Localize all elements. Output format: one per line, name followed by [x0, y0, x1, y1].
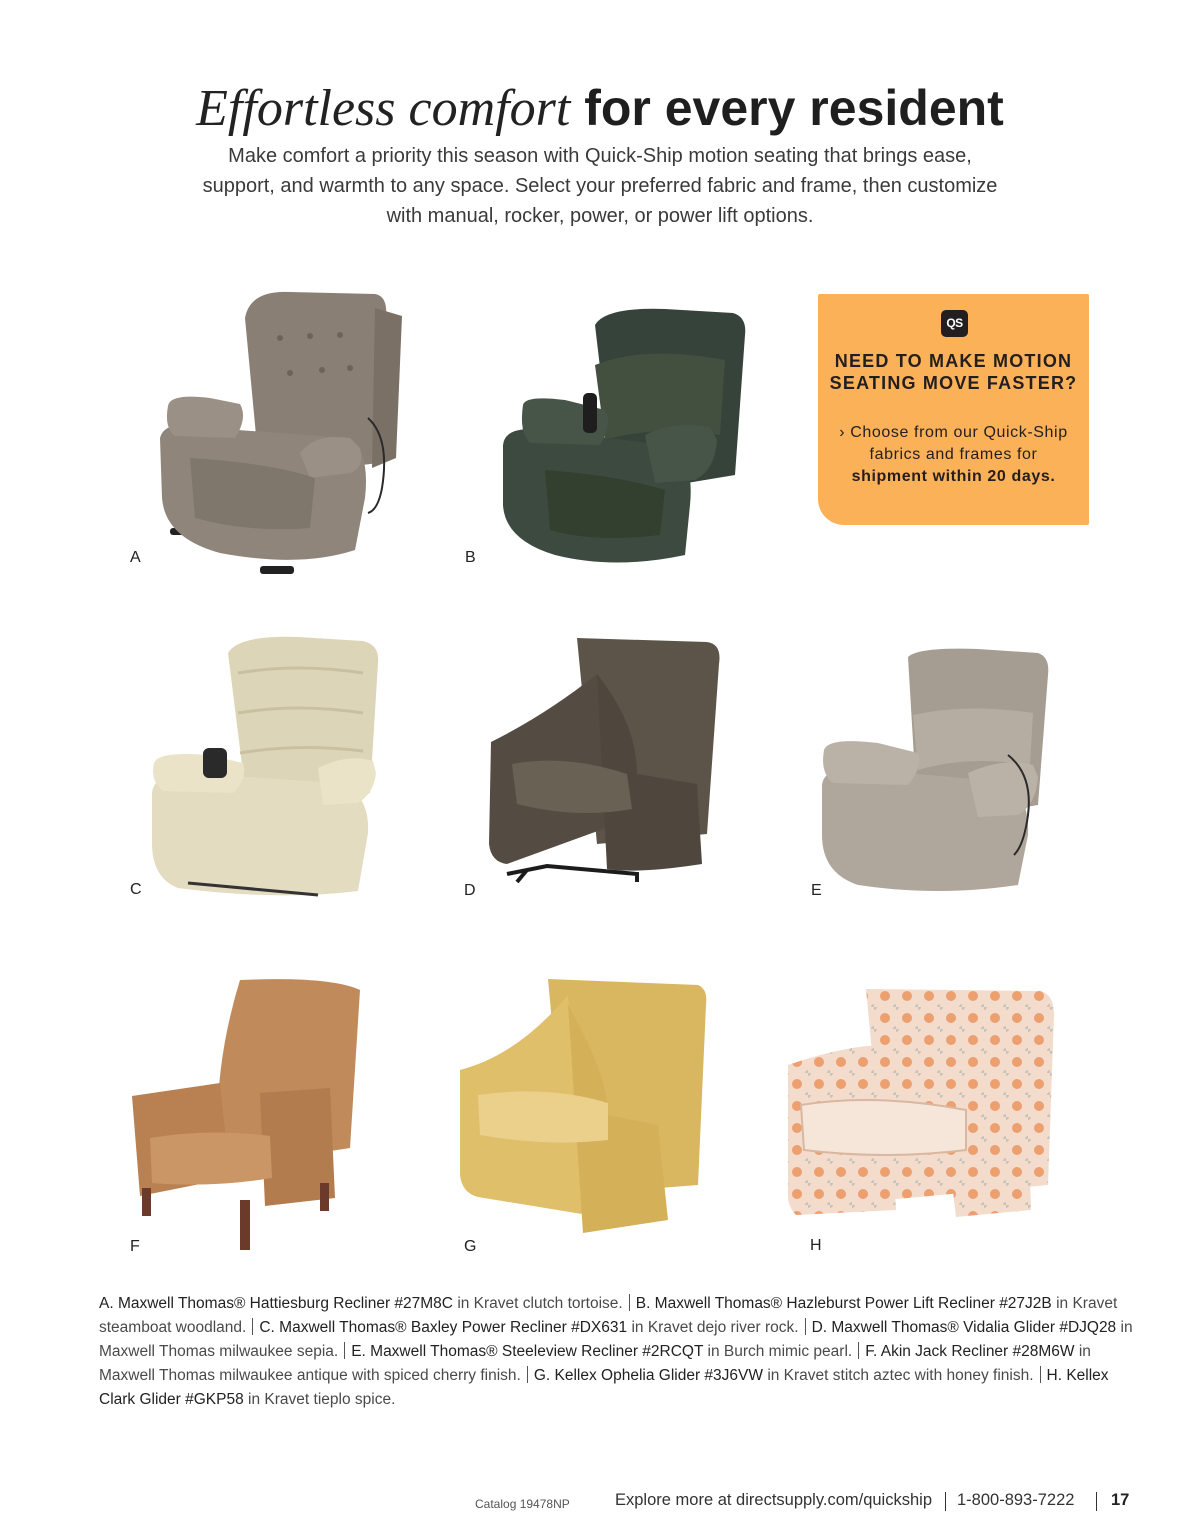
product-f [130, 978, 370, 1253]
page-number: 17 [1111, 1491, 1130, 1509]
caption-divider [344, 1342, 345, 1359]
caption-name: C. Maxwell Thomas® Baxley Power Recliner #DX631 [259, 1319, 628, 1336]
product-g [458, 975, 713, 1255]
chair-image-d [487, 634, 727, 884]
caption-fabric: in Kravet steamboat woodland. [99, 1295, 1118, 1336]
caption-name: D. Maxwell Thomas® Vidalia Glider #DJQ28 [811, 1319, 1117, 1336]
page-footer [0, 1491, 1200, 1515]
footer-divider [1096, 1492, 1097, 1511]
phone-number[interactable]: 1-800-893-7222 [957, 1491, 1075, 1509]
chair-image-c [148, 633, 388, 898]
caption-name: A. Maxwell Thomas® Hattiesburg Recliner #27M8C [99, 1295, 453, 1312]
footer-divider [945, 1492, 946, 1511]
explore-link[interactable]: Explore more at directsupply.com/quickship [615, 1491, 932, 1509]
chair-image-h [786, 985, 1058, 1225]
caption-fabric: in Kravet stitch aztec with honey finish. [767, 1367, 1034, 1384]
caption-divider [629, 1294, 630, 1311]
caption-divider [858, 1342, 859, 1359]
product-letter: C [130, 881, 142, 898]
quick-ship-text-regular: Choose from our Quick-Ship fabrics and frames for [850, 424, 1068, 463]
chair-image-f [130, 978, 370, 1253]
caption-fabric: in Maxwell Thomas milwaukee sepia. [99, 1319, 1133, 1360]
caption-fabric: in Kravet clutch tortoise. [457, 1295, 623, 1312]
product-letter: E [811, 882, 822, 899]
product-letter: D [464, 882, 476, 899]
caption-fabric: in Burch mimic pearl. [707, 1343, 853, 1360]
title-bold: for every resident [584, 80, 1004, 136]
product-e [811, 645, 1058, 899]
product-letter: F [130, 1238, 140, 1255]
caption-name: G. Kellex Ophelia Glider #3J6VW [533, 1367, 763, 1384]
chair-image-a [150, 288, 410, 588]
caption-fabric: in Kravet dejo river rock. [631, 1319, 799, 1336]
chair-image-g [458, 975, 713, 1240]
product-a [130, 288, 410, 588]
product-letter: B [465, 549, 476, 566]
caption-divider [252, 1318, 253, 1335]
intro-paragraph: Make comfort a priority this season with Quick-Ship motion seating that brings ease, support, and warmth to any space. Select your preferred fabric and frame, then customize with manual, rocker, power, or power lift options. [202, 145, 998, 227]
product-letter: G [464, 1238, 477, 1255]
product-b [465, 305, 755, 575]
quick-ship-logo-icon: QS [941, 310, 968, 337]
caption-name: B. Maxwell Thomas® Hazleburst Power Lift Recliner #27J2B [635, 1295, 1052, 1312]
title-italic: Effortless comfort [196, 80, 571, 137]
product-letter: A [130, 549, 141, 566]
caption-name: H. Kellex Clark Glider #GKP58 [99, 1367, 1109, 1408]
chair-image-b [495, 305, 755, 575]
product-h [786, 985, 1058, 1254]
quick-ship-text [838, 422, 1069, 488]
caption-fabric: in Maxwell Thomas milwaukee antique with spiced cherry finish. [99, 1343, 1091, 1384]
product-c [130, 633, 388, 898]
quick-ship-text-bold: shipment within 20 days. [851, 468, 1056, 485]
caption-divider [527, 1366, 528, 1383]
product-d [464, 634, 727, 899]
chevron-right-icon: › [839, 424, 846, 441]
caption-divider [1040, 1366, 1041, 1383]
product-captions [99, 1292, 1139, 1412]
quick-ship-callout [818, 294, 1089, 525]
catalog-number: Catalog 19478NP [475, 1497, 570, 1511]
page-title [0, 78, 1200, 139]
quick-ship-title: NEED TO MAKE MOTION SEATING MOVE FASTER? [829, 351, 1078, 393]
caption-fabric: in Kravet tieplo spice. [248, 1391, 396, 1408]
caption-divider [805, 1318, 806, 1335]
chair-image-e [818, 645, 1058, 895]
caption-name: F. Akin Jack Recliner #28M6W [865, 1343, 1075, 1360]
product-letter: H [810, 1237, 822, 1254]
caption-name: E. Maxwell Thomas® Steeleview Recliner #2RCQT [351, 1343, 704, 1360]
